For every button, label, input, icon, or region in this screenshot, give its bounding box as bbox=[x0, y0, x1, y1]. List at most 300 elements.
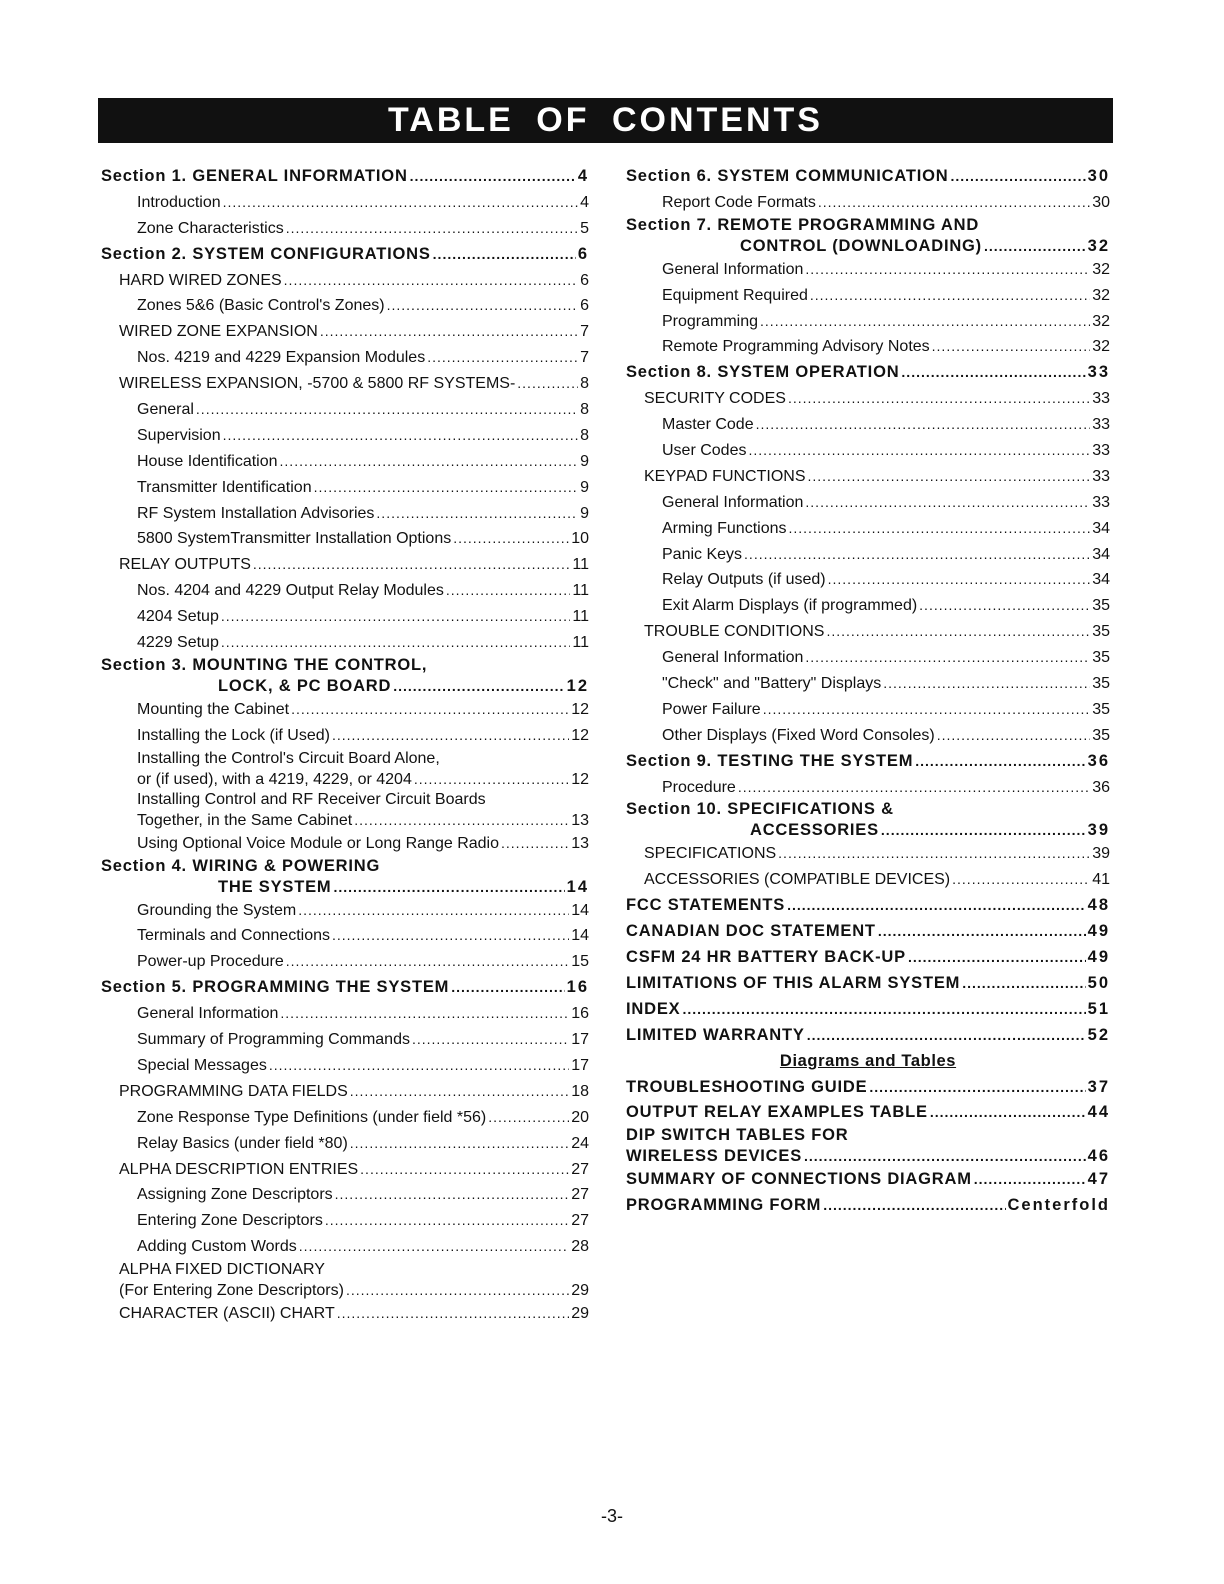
toc-entry-line: Section 7. REMOTE PROGRAMMING AND bbox=[626, 215, 980, 234]
toc-page-number: 36 bbox=[1092, 778, 1110, 796]
toc-entry-title: Procedure bbox=[662, 778, 736, 796]
toc-entry-title: Panic Keys bbox=[662, 545, 743, 563]
toc-leader-dots bbox=[763, 697, 1091, 723]
toc-entry bbox=[626, 841, 1110, 867]
toc-page-number: 33 bbox=[1092, 442, 1110, 460]
toc-leader-dots bbox=[412, 1027, 569, 1053]
toc-leader-dots bbox=[962, 971, 1085, 997]
toc-section-entry bbox=[626, 1100, 1110, 1126]
toc-entry bbox=[101, 216, 589, 242]
toc-page-number: Centerfold bbox=[1007, 1196, 1110, 1215]
toc-entry-title: FCC STATEMENTS bbox=[626, 896, 786, 915]
toc-leader-dots bbox=[451, 975, 564, 1001]
toc-section-entry bbox=[626, 971, 1110, 997]
toc-leader-dots bbox=[376, 501, 578, 527]
toc-page-number: 9 bbox=[580, 504, 589, 522]
toc-leader-dots bbox=[299, 1234, 569, 1260]
toc-leader-dots bbox=[253, 552, 571, 578]
toc-page-number: 14 bbox=[566, 877, 589, 896]
toc-entry-title: Mounting the Cabinet bbox=[137, 700, 290, 718]
toc-entry-title: ACCESSORIES bbox=[750, 821, 879, 840]
toc-entry bbox=[101, 604, 589, 630]
toc-entry-title: Section 8. SYSTEM OPERATION bbox=[626, 363, 900, 382]
toc-leader-dots bbox=[908, 945, 1086, 971]
toc-entry-title: Summary of Programming Commands bbox=[137, 1031, 410, 1049]
toc-page-number: 13 bbox=[571, 811, 589, 829]
toc-entry bbox=[626, 645, 1110, 671]
toc-entry bbox=[626, 283, 1110, 309]
toc-entry bbox=[626, 723, 1110, 749]
toc-section-entry bbox=[101, 975, 589, 1001]
toc-leader-dots bbox=[756, 412, 1091, 438]
toc-leader-dots bbox=[828, 567, 1091, 593]
toc-entry bbox=[626, 412, 1110, 438]
toc-page-number: 15 bbox=[571, 953, 589, 971]
toc-entry bbox=[101, 1208, 589, 1234]
toc-leader-dots bbox=[320, 319, 578, 345]
toc-entry bbox=[626, 567, 1110, 593]
toc-entry-title: General Information bbox=[137, 1005, 279, 1023]
toc-entry-title: 5800 SystemTransmitter Installation Options bbox=[137, 530, 452, 548]
toc-leader-dots bbox=[787, 893, 1086, 919]
toc-leader-dots bbox=[427, 345, 578, 371]
toc-entry-title: or (if used), with a 4219, 4229, or 4204 bbox=[137, 770, 412, 788]
toc-leader-dots bbox=[269, 1053, 569, 1079]
toc-entry-title: TROUBLESHOOTING GUIDE bbox=[626, 1077, 868, 1096]
toc-leader-dots bbox=[984, 235, 1086, 257]
toc-section-entry bbox=[626, 919, 1110, 945]
toc-page-number: 5 bbox=[580, 219, 589, 237]
toc-page-number: 37 bbox=[1087, 1077, 1110, 1096]
toc-entry-title: Relay Outputs (if used) bbox=[662, 571, 826, 589]
toc-page-number: 35 bbox=[1092, 649, 1110, 667]
toc-entry bbox=[101, 949, 589, 975]
toc-entry-title: Equipment Required bbox=[662, 286, 808, 304]
toc-page-number: 50 bbox=[1087, 973, 1110, 992]
toc-entry bbox=[626, 490, 1110, 516]
toc-entry-title: Programming bbox=[662, 312, 759, 330]
toc-entry bbox=[101, 268, 589, 294]
toc-entry-title: RELAY OUTPUTS bbox=[119, 556, 251, 574]
toc-leader-dots bbox=[414, 768, 569, 790]
toc-leader-dots bbox=[354, 809, 569, 831]
toc-entry-title: THE SYSTEM bbox=[218, 877, 332, 896]
toc-leader-dots bbox=[778, 841, 1090, 867]
toc-entry-title: Terminals and Connections bbox=[137, 927, 330, 945]
toc-entry-title: Remote Programming Advisory Notes bbox=[662, 338, 930, 356]
toc-entry-title: Adding Custom Words bbox=[137, 1238, 297, 1256]
toc-entry bbox=[101, 501, 589, 527]
toc-page-number: 8 bbox=[580, 401, 589, 419]
toc-leader-dots bbox=[823, 1193, 1005, 1219]
toc-entry-title: LIMITED WARRANTY bbox=[626, 1025, 805, 1044]
toc-page-number: 16 bbox=[571, 1005, 589, 1023]
toc-entry bbox=[101, 1301, 589, 1327]
toc-leader-dots bbox=[314, 475, 579, 501]
toc-leader-dots bbox=[350, 1079, 569, 1105]
toc-page-number: 47 bbox=[1087, 1170, 1110, 1189]
toc-page-number: 33 bbox=[1092, 416, 1110, 434]
toc-entry-title: Zones 5&6 (Basic Control's Zones) bbox=[137, 297, 385, 315]
toc-entry-title: LIMITATIONS OF THIS ALARM SYSTEM bbox=[626, 973, 961, 992]
toc-entry-title: PROGRAMMING FORM bbox=[626, 1196, 822, 1215]
toc-entry-title: HARD WIRED ZONES bbox=[119, 271, 282, 289]
toc-entry bbox=[626, 257, 1110, 283]
toc-entry-title: KEYPAD FUNCTIONS bbox=[644, 467, 806, 485]
toc-entry-title: Nos. 4219 and 4229 Expansion Modules bbox=[137, 349, 426, 367]
toc-page-number: 9 bbox=[580, 452, 589, 470]
toc-entry-title: Zone Response Type Definitions (under field *56) bbox=[137, 1108, 487, 1126]
toc-section-entry bbox=[626, 1145, 1110, 1167]
toc-page-number: 8 bbox=[580, 426, 589, 444]
toc-entry-title: Exit Alarm Displays (if programmed) bbox=[662, 597, 918, 615]
toc-entry-title: TROUBLE CONDITIONS bbox=[644, 623, 825, 641]
toc-leader-dots bbox=[433, 242, 576, 268]
toc-entry-title: Section 9. TESTING THE SYSTEM bbox=[626, 751, 914, 770]
toc-entry bbox=[101, 1131, 589, 1157]
toc-entry-line: DIP SWITCH TABLES FOR bbox=[626, 1126, 849, 1145]
toc-leader-dots bbox=[881, 819, 1086, 841]
toc-section-entry bbox=[101, 675, 589, 697]
toc-entry-title: Relay Basics (under field *80) bbox=[137, 1134, 348, 1152]
toc-page-number: 11 bbox=[572, 556, 589, 574]
toc-entry-title: Section 6. SYSTEM COMMUNICATION bbox=[626, 167, 949, 185]
toc-section-entry bbox=[626, 164, 1110, 190]
toc-leader-dots bbox=[291, 697, 569, 723]
page-number: -3- bbox=[601, 1506, 623, 1526]
toc-leader-dots bbox=[805, 257, 1090, 283]
toc-page-number: 12 bbox=[571, 700, 589, 718]
toc-entry-title: Grounding the System bbox=[137, 901, 297, 919]
toc-entry-title: SPECIFICATIONS bbox=[644, 845, 777, 863]
toc-leader-dots bbox=[930, 1100, 1086, 1126]
toc-leader-dots bbox=[950, 164, 1085, 190]
toc-page-number: 32 bbox=[1087, 236, 1110, 255]
toc-section-entry bbox=[626, 893, 1110, 919]
toc-entry bbox=[626, 464, 1110, 490]
toc-leader-dots bbox=[682, 997, 1085, 1023]
toc-page-number: 30 bbox=[1087, 167, 1110, 185]
toc-page-number: 27 bbox=[571, 1212, 589, 1230]
toc-leader-dots bbox=[748, 438, 1090, 464]
toc-entry bbox=[101, 1157, 589, 1183]
toc-page-number: 6 bbox=[580, 297, 589, 315]
toc-leader-dots bbox=[878, 919, 1086, 945]
toc-page-number: 32 bbox=[1092, 260, 1110, 278]
toc-leader-dots bbox=[223, 423, 578, 449]
toc-entry-title: Arming Functions bbox=[662, 519, 787, 537]
toc-entry-line: Section 4. WIRING & POWERING bbox=[101, 856, 381, 875]
toc-page-number: 39 bbox=[1087, 821, 1110, 840]
toc-entry bbox=[101, 552, 589, 578]
toc-page-number: 34 bbox=[1092, 571, 1110, 589]
toc-entry-title: Section 2. SYSTEM CONFIGURATIONS bbox=[101, 244, 431, 263]
toc-page-number: 17 bbox=[571, 1031, 589, 1049]
toc-entry-title: General bbox=[137, 401, 194, 419]
toc-section-entry bbox=[626, 1193, 1110, 1219]
toc-entry bbox=[101, 371, 589, 397]
toc-leader-dots bbox=[804, 1145, 1086, 1167]
toc-left-column bbox=[101, 164, 589, 1327]
toc-entry-title: Installing the Lock (if Used) bbox=[137, 726, 330, 744]
toc-section-entry bbox=[626, 1167, 1110, 1193]
toc-entry-title: Power Failure bbox=[662, 700, 761, 718]
toc-entry-title: General Information bbox=[662, 649, 804, 667]
toc-entry-title: User Codes bbox=[662, 442, 747, 460]
toc-page-number: 28 bbox=[571, 1238, 589, 1256]
toc-entry bbox=[101, 1001, 589, 1027]
toc-leader-dots bbox=[350, 1131, 569, 1157]
toc-entry bbox=[101, 449, 589, 475]
toc-entry-title: Using Optional Voice Module or Long Range Radio bbox=[137, 834, 500, 852]
toc-leader-dots bbox=[810, 283, 1090, 309]
toc-leader-dots bbox=[818, 190, 1090, 216]
toc-page-number: 27 bbox=[571, 1160, 589, 1178]
toc-page-number: 18 bbox=[571, 1082, 589, 1100]
toc-entry-title: Special Messages bbox=[137, 1056, 267, 1074]
toc-page-number: 35 bbox=[1092, 623, 1110, 641]
toc-section-entry bbox=[626, 749, 1110, 775]
toc-leader-dots bbox=[919, 593, 1090, 619]
toc-leader-dots bbox=[883, 671, 1090, 697]
toc-entry-title: ACCESSORIES (COMPATIBLE DEVICES) bbox=[644, 871, 951, 889]
toc-entry-title: WIRED ZONE EXPANSION bbox=[119, 323, 318, 341]
toc-page-number: 33 bbox=[1092, 493, 1110, 511]
toc-page-number: 16 bbox=[566, 978, 589, 997]
toc-entry-title: LOCK, & PC BOARD bbox=[218, 676, 392, 695]
toc-page-number: 34 bbox=[1092, 519, 1110, 537]
toc-entry bbox=[101, 1234, 589, 1260]
toc-page-number: 4 bbox=[577, 167, 589, 185]
toc-entry bbox=[101, 831, 589, 857]
toc-entry-title: Report Code Formats bbox=[662, 193, 816, 211]
toc-page-number: 29 bbox=[571, 1305, 589, 1323]
toc-page-number: 6 bbox=[580, 271, 589, 289]
toc-leader-dots bbox=[869, 1075, 1085, 1101]
toc-page-number: 35 bbox=[1092, 675, 1110, 693]
toc-entry-title: WIRELESS EXPANSION, -5700 & 5800 RF SYSTEMS- bbox=[119, 375, 516, 393]
toc-page-number: 49 bbox=[1087, 922, 1110, 941]
toc-entry-title: 4229 Setup bbox=[137, 634, 219, 652]
toc-leader-dots bbox=[805, 490, 1090, 516]
toc-entry-title: CANADIAN DOC STATEMENT bbox=[626, 922, 876, 941]
toc-section-entry bbox=[626, 1023, 1110, 1049]
toc-page-number: 14 bbox=[571, 901, 589, 919]
toc-entry bbox=[101, 898, 589, 924]
toc-page-number: 52 bbox=[1087, 1025, 1110, 1044]
toc-leader-dots bbox=[517, 371, 578, 397]
toc-entry bbox=[101, 809, 589, 831]
toc-page-number: 11 bbox=[572, 608, 589, 626]
toc-leader-dots bbox=[280, 449, 579, 475]
toc-entry-line: ALPHA FIXED DICTIONARY bbox=[119, 1261, 325, 1279]
toc-page-number: 35 bbox=[1092, 700, 1110, 718]
toc-entry-title: (For Entering Zone Descriptors) bbox=[119, 1282, 344, 1300]
toc-leader-dots bbox=[280, 1001, 569, 1027]
toc-page-number: 34 bbox=[1092, 545, 1110, 563]
toc-entry-title: House Identification bbox=[137, 452, 278, 470]
toc-page-number: 44 bbox=[1087, 1103, 1110, 1122]
toc-entry-title: CONTROL (DOWNLOADING) bbox=[740, 236, 982, 255]
toc-entry-line: Installing the Control's Circuit Board Alone, bbox=[137, 749, 440, 767]
toc-page-number: 39 bbox=[1092, 845, 1110, 863]
toc-entry bbox=[626, 309, 1110, 335]
toc-entry bbox=[626, 619, 1110, 645]
toc-entry-title: Together, in the Same Cabinet bbox=[137, 811, 353, 829]
toc-section-entry bbox=[626, 997, 1110, 1023]
toc-entry bbox=[101, 423, 589, 449]
toc-leader-dots bbox=[393, 675, 564, 697]
toc-entry-title: Supervision bbox=[137, 426, 221, 444]
toc-page-number: 12 bbox=[566, 676, 589, 695]
toc-entry bbox=[626, 386, 1110, 412]
toc-entry bbox=[626, 593, 1110, 619]
toc-entry-line: Section 10. SPECIFICATIONS & bbox=[626, 800, 894, 819]
toc-entry bbox=[626, 671, 1110, 697]
toc-section-entry bbox=[626, 235, 1110, 257]
toc-leader-dots bbox=[333, 876, 564, 898]
toc-entry-title: Power-up Procedure bbox=[137, 953, 284, 971]
toc-leader-dots bbox=[744, 542, 1090, 568]
toc-leader-dots bbox=[360, 1157, 569, 1183]
toc-entry-title: General Information bbox=[662, 260, 804, 278]
toc-leader-dots bbox=[453, 526, 569, 552]
toc-leader-dots bbox=[788, 386, 1090, 412]
toc-entry-title: Zone Characteristics bbox=[137, 219, 284, 237]
toc-entry-line: Section 3. MOUNTING THE CONTROL, bbox=[101, 655, 428, 674]
toc-page-number: 32 bbox=[1092, 312, 1110, 330]
toc-entry bbox=[626, 542, 1110, 568]
toc-entry bbox=[101, 1027, 589, 1053]
toc-entry-title: Section 5. PROGRAMMING THE SYSTEM bbox=[101, 978, 450, 997]
toc-entry-title: Entering Zone Descriptors bbox=[137, 1212, 323, 1230]
toc-leader-dots bbox=[346, 1279, 569, 1301]
toc-entry bbox=[101, 526, 589, 552]
toc-leader-dots bbox=[826, 619, 1090, 645]
toc-entry bbox=[101, 475, 589, 501]
toc-leader-dots bbox=[952, 867, 1090, 893]
toc-leader-dots bbox=[974, 1167, 1086, 1193]
toc-entry-title: INDEX bbox=[626, 999, 681, 1018]
toc-page-number: 35 bbox=[1092, 597, 1110, 615]
toc-section-entry bbox=[101, 164, 589, 190]
toc-leader-dots bbox=[196, 397, 578, 423]
toc-page-number: 14 bbox=[571, 927, 589, 945]
toc-entry bbox=[101, 1182, 589, 1208]
page-title: TABLE OF CONTENTS bbox=[388, 101, 823, 139]
toc-section-entry bbox=[626, 360, 1110, 386]
toc-leader-dots bbox=[332, 923, 569, 949]
toc-leader-dots bbox=[789, 516, 1091, 542]
toc-subheading: Diagrams and Tables bbox=[779, 1051, 957, 1070]
toc-leader-dots bbox=[808, 464, 1091, 490]
toc-page-number: 24 bbox=[571, 1134, 589, 1152]
toc-leader-dots bbox=[337, 1301, 569, 1327]
toc-page-number: 17 bbox=[571, 1056, 589, 1074]
toc-page-number: 35 bbox=[1092, 726, 1110, 744]
toc-page-number: 11 bbox=[572, 634, 589, 652]
toc-leader-dots bbox=[807, 1023, 1086, 1049]
toc-leader-dots bbox=[738, 775, 1090, 801]
toc-entry-title: Assigning Zone Descriptors bbox=[137, 1186, 333, 1204]
toc-entry bbox=[101, 723, 589, 749]
toc-entry bbox=[626, 334, 1110, 360]
toc-entry-title: CHARACTER (ASCII) CHART bbox=[119, 1305, 335, 1323]
toc-entry-title: ALPHA DESCRIPTION ENTRIES bbox=[119, 1160, 359, 1178]
toc-page-number: 27 bbox=[571, 1186, 589, 1204]
toc-page-number: 36 bbox=[1087, 751, 1110, 770]
toc-leader-dots bbox=[332, 723, 569, 749]
toc-page-number: 46 bbox=[1087, 1147, 1110, 1166]
toc-leader-dots bbox=[221, 630, 571, 656]
toc-entry-title: OUTPUT RELAY EXAMPLES TABLE bbox=[626, 1103, 928, 1122]
toc-entry-title: Master Code bbox=[662, 416, 754, 434]
toc-entry bbox=[101, 345, 589, 371]
toc-entry bbox=[101, 319, 589, 345]
toc-section-entry bbox=[626, 1075, 1110, 1101]
toc-entry bbox=[101, 768, 589, 790]
toc-entry bbox=[101, 1053, 589, 1079]
toc-entry bbox=[626, 697, 1110, 723]
toc-page-number: 4 bbox=[580, 193, 589, 211]
toc-entry bbox=[626, 867, 1110, 893]
toc-page-number: 33 bbox=[1092, 390, 1110, 408]
toc-leader-dots bbox=[915, 749, 1085, 775]
toc-page-number: 11 bbox=[572, 582, 589, 600]
toc-page-number: 41 bbox=[1092, 871, 1110, 889]
toc-page-number: 10 bbox=[571, 530, 589, 548]
toc-leader-dots bbox=[446, 578, 571, 604]
toc-page-number: 32 bbox=[1092, 338, 1110, 356]
toc-leader-dots bbox=[805, 645, 1090, 671]
toc-leader-dots bbox=[286, 949, 569, 975]
toc-entry-title: 4204 Setup bbox=[137, 608, 219, 626]
toc-entry bbox=[626, 190, 1110, 216]
toc-entry-line: Installing Control and RF Receiver Circuit Boards bbox=[137, 790, 486, 808]
toc-entry-title: Nos. 4204 and 4229 Output Relay Modules bbox=[137, 582, 444, 600]
toc-page-number: 7 bbox=[580, 349, 589, 367]
toc-entry-title: PROGRAMMING DATA FIELDS bbox=[119, 1082, 348, 1100]
toc-leader-dots bbox=[760, 309, 1090, 335]
toc-section-entry bbox=[101, 242, 589, 268]
toc-page-number: 12 bbox=[571, 726, 589, 744]
toc-page-number: 12 bbox=[571, 770, 589, 788]
toc-page-number: 13 bbox=[571, 834, 589, 852]
toc-leader-dots bbox=[223, 190, 578, 216]
toc-page-number: 20 bbox=[571, 1108, 589, 1126]
toc-entry bbox=[626, 438, 1110, 464]
toc-leader-dots bbox=[901, 360, 1085, 386]
toc-page-number: 51 bbox=[1087, 999, 1110, 1018]
toc-section-entry bbox=[626, 945, 1110, 971]
toc-leader-dots bbox=[325, 1208, 569, 1234]
toc-entry-title: Other Displays (Fixed Word Consoles) bbox=[662, 726, 935, 744]
toc-page-number: 7 bbox=[580, 323, 589, 341]
toc-entry-title: Section 1. GENERAL INFORMATION bbox=[101, 167, 408, 185]
toc-right-column bbox=[626, 164, 1110, 1219]
toc-leader-dots bbox=[410, 164, 576, 190]
toc-entry-title: RF System Installation Advisories bbox=[137, 504, 375, 522]
toc-entry-title: Transmitter Identification bbox=[137, 478, 312, 496]
toc-page-number: 30 bbox=[1092, 193, 1110, 211]
toc-leader-dots bbox=[488, 1105, 569, 1131]
toc-entry-title: SUMMARY OF CONNECTIONS DIAGRAM bbox=[626, 1170, 972, 1189]
toc-entry-title: SECURITY CODES bbox=[644, 390, 786, 408]
toc-page-number: 29 bbox=[571, 1282, 589, 1300]
toc-leader-dots bbox=[286, 216, 578, 242]
toc-entry bbox=[101, 397, 589, 423]
toc-page-number: 33 bbox=[1092, 467, 1110, 485]
